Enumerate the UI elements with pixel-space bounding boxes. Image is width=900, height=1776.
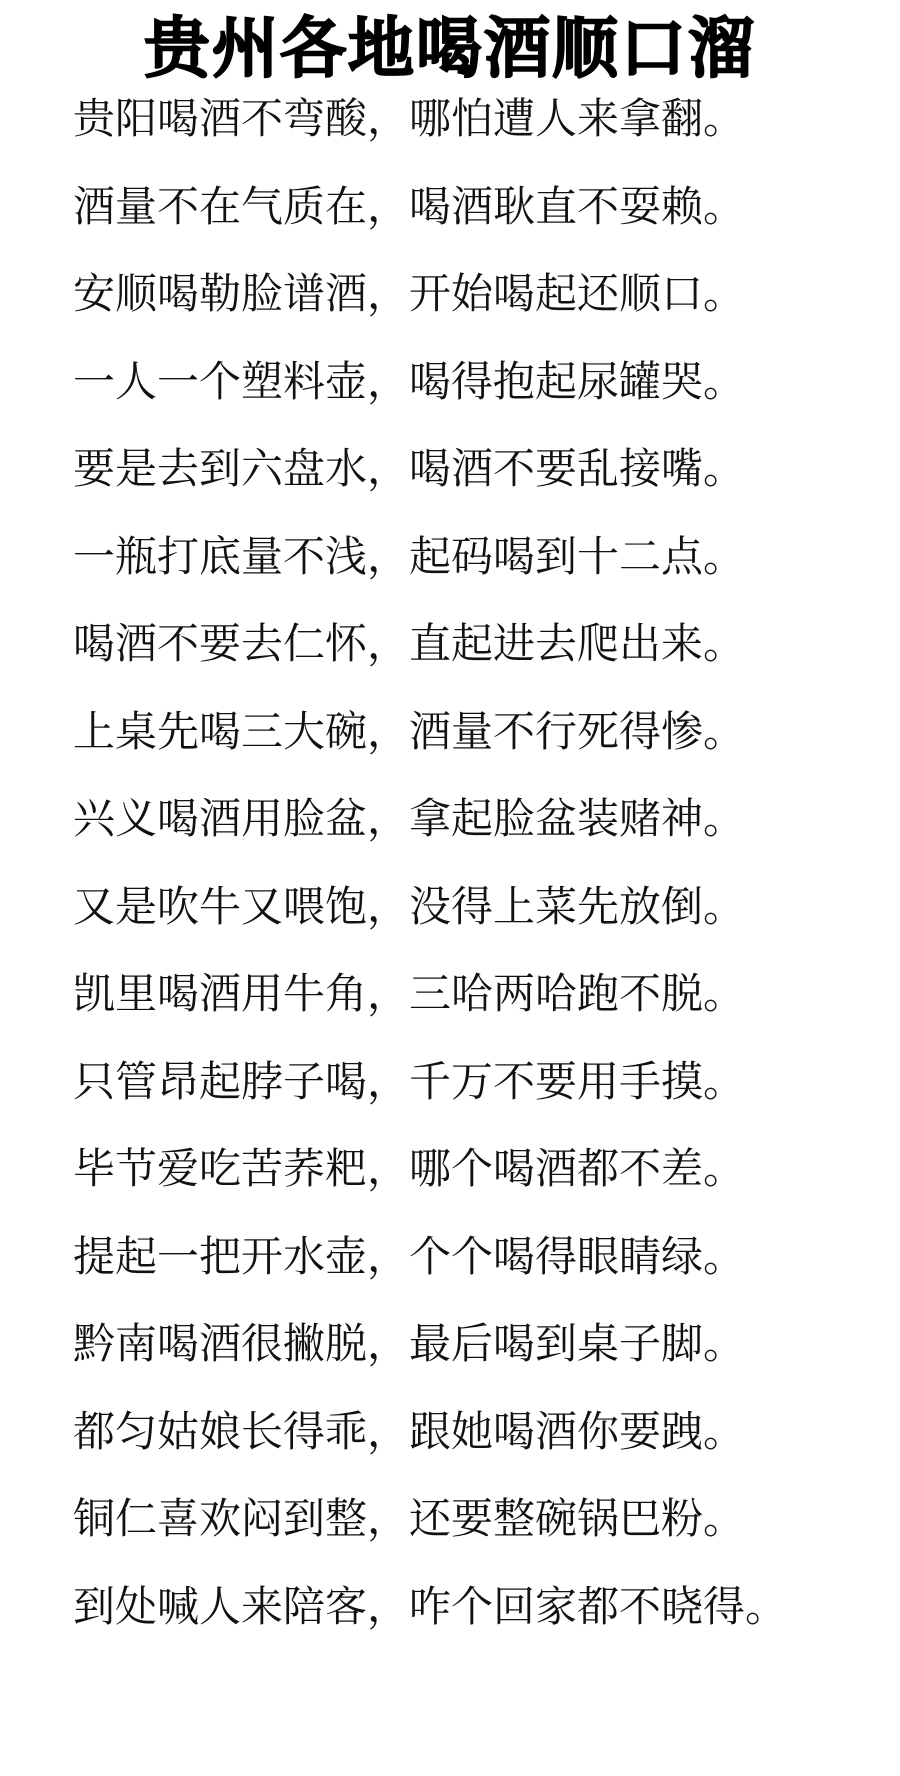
verse-line: 到处喊人来陪客，咋个回家都不晓得。: [73, 1581, 788, 1631]
verse-line: 上桌先喝三大碗，酒量不行死得惨。: [73, 706, 746, 756]
verse-line: 铜仁喜欢闷到整，还要整碗锅巴粉。: [73, 1494, 746, 1543]
verse-line: 一人一个塑料壶，喝得抱起尿罐哭。: [73, 356, 746, 406]
verse-line: 安顺喝勒脸谱酒，开始喝起还顺口。: [73, 269, 746, 318]
verse-line: 酒量不在气质在，喝酒耿直不耍赖。: [73, 181, 746, 231]
verse-line: 黔南喝酒很撇脱，最后喝到桌子脚。: [73, 1319, 746, 1368]
verse-line: 喝酒不要去仁怀，直起进去爬出来。: [73, 619, 746, 668]
verse-line: 毕节爱吃苦荞粑，哪个喝酒都不差。: [73, 1144, 746, 1193]
verse-line: 贵阳喝酒不弯酸，哪怕遭人来拿翻。: [73, 94, 746, 143]
verse-line: 提起一把开水壶，个个喝得眼睛绿。: [73, 1231, 746, 1281]
verse-list: [73, 89, 893, 1664]
verse-line: 兴义喝酒用脸盆，拿起脸盆装赌神。: [73, 794, 746, 843]
page-title: 贵州各地喝酒顺口溜: [144, 10, 756, 87]
verse-line: 又是吹牛又喂饱，没得上菜先放倒。: [73, 881, 746, 931]
verse-line: 一瓶打底量不浅，起码喝到十二点。: [73, 531, 746, 581]
verse-line: 凯里喝酒用牛角，三哈两哈跑不脱。: [73, 969, 746, 1018]
verse-line: 都匀姑娘长得乖，跟她喝酒你要跩。: [73, 1406, 746, 1456]
verse-line: 只管昂起脖子喝，千万不要用手摸。: [73, 1056, 746, 1106]
verse-line: 要是去到六盘水，喝酒不要乱接嘴。: [73, 444, 746, 493]
